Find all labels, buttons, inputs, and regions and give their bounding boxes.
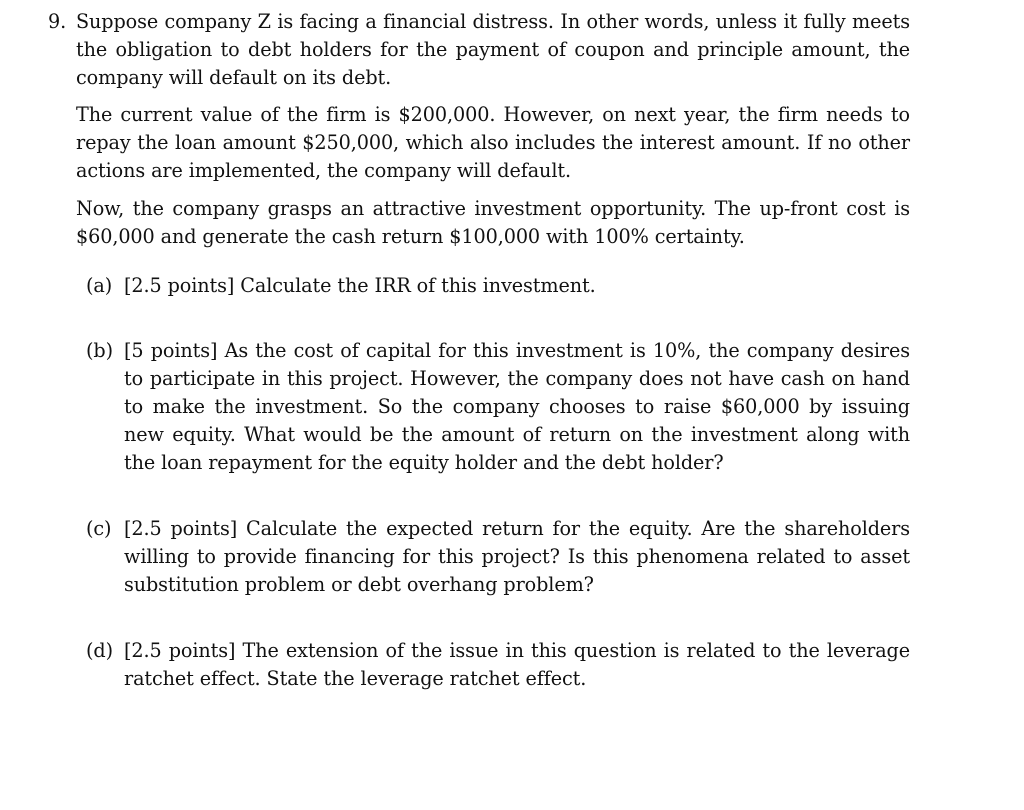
part-c bbox=[86, 515, 910, 599]
part-a-text: [2.5 points] Calculate the IRR of this investment. bbox=[124, 274, 596, 297]
question-9 bbox=[48, 8, 918, 693]
part-c-text: [2.5 points] Calculate the expected return for the equity. Are the shareholders willing to provide financing for this project? Is this phenomena related to asset substitution problem or debt overhang problem? bbox=[124, 517, 910, 596]
part-d-text: [2.5 points] The extension of the issue in this question is related to the leverage ratchet effect. State the leverage ratchet effect. bbox=[124, 639, 910, 690]
part-d-label: (d) bbox=[86, 639, 113, 662]
investment-opportunity-paragraph: Now, the company grasps an attractive investment opportunity. The up-front cost is $60,000 and generate the cash return $100,000 with 100% certainty. bbox=[76, 197, 910, 248]
part-a-label: (a) bbox=[86, 274, 113, 297]
question-body bbox=[76, 8, 910, 693]
part-d bbox=[86, 637, 910, 693]
part-b-label: (b) bbox=[86, 339, 113, 362]
firm-value-paragraph: The current value of the firm is $200,000. However, on next year, the firm needs to repay the loan amount $250,000, which also includes the interest amount. If no other actions are implemented, the company will default. bbox=[76, 103, 910, 182]
part-b bbox=[86, 337, 910, 477]
question-number: 9. bbox=[48, 10, 67, 33]
part-a bbox=[86, 272, 910, 300]
part-b-text: [5 points] As the cost of capital for this investment is 10%, the company desires to participate in this project. However, the company does not have cash on hand to make the investment. So the company chooses to raise $60,000 by issuing new equity. What would be the amount of return on the investment along with the loan repayment for the equity holder and the debt holder? bbox=[124, 339, 910, 474]
question-intro-paragraph: Suppose company Z is facing a financial distress. In other words, unless it fully meets the obligation to debt holders for the payment of coupon and principle amount, the company will default on its debt. bbox=[76, 10, 910, 89]
part-c-label: (c) bbox=[86, 517, 112, 540]
